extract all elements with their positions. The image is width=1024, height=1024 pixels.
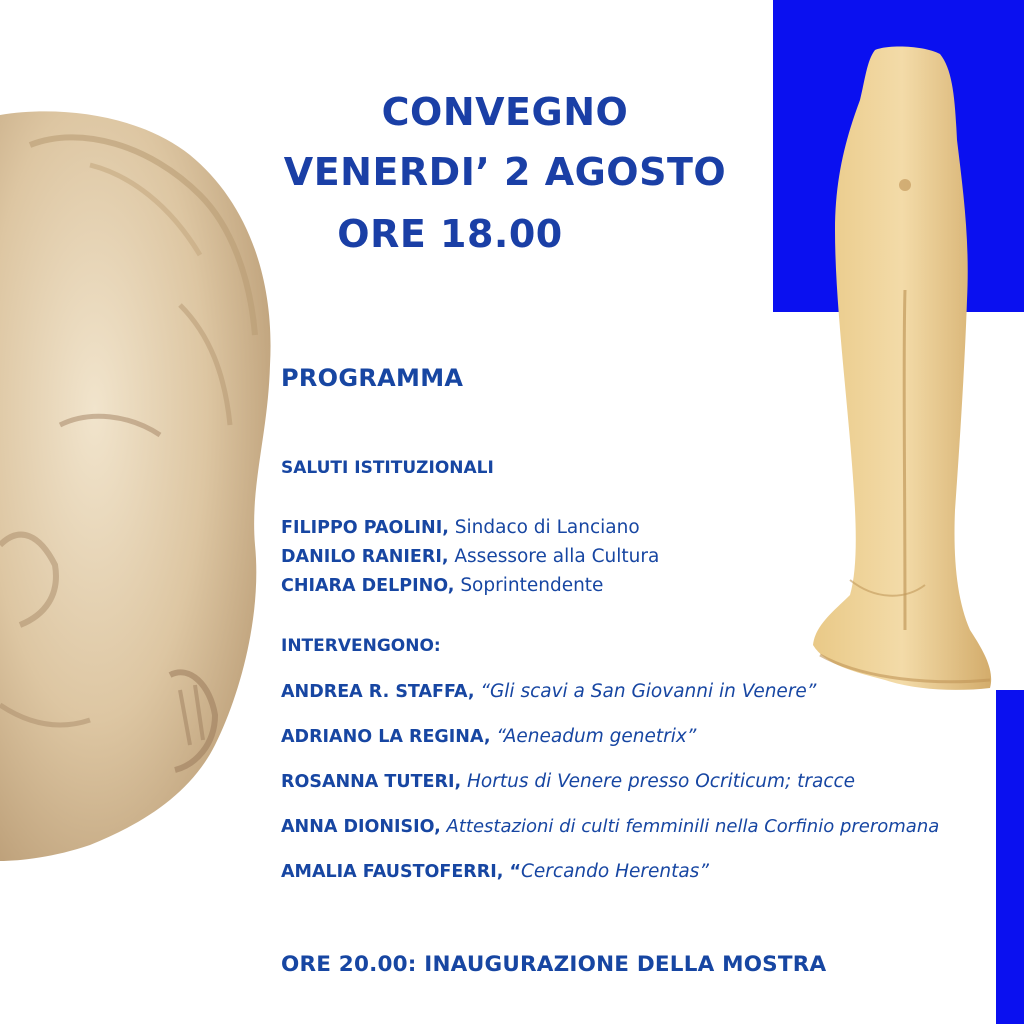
speaker-name: ANNA DIONISIO,	[281, 817, 441, 837]
saluti-item	[281, 575, 603, 596]
speaker-role: Sindaco di Lanciano	[454, 517, 640, 538]
intervento-item	[281, 861, 709, 882]
terracotta-statue-image	[805, 40, 1000, 700]
speaker-role: Soprintendente	[460, 575, 604, 596]
intervengono-heading: INTERVENGONO:	[281, 636, 441, 656]
speaker-name: ADRIANO LA REGINA,	[281, 727, 491, 747]
talk-title: Cercando Herentas”	[521, 861, 709, 882]
intervento-item	[281, 681, 816, 702]
inauguration-line: ORE 20.00: INAUGURAZIONE DELLA MOSTRA	[281, 952, 827, 977]
speaker-name: CHIARA DELPINO,	[281, 576, 455, 596]
marble-head-image	[0, 105, 280, 865]
intervento-item	[281, 771, 855, 792]
speaker-name: ANDREA R. STAFFA,	[281, 682, 475, 702]
title-convegno: CONVEGNO	[381, 90, 629, 134]
programma-heading: PROGRAMMA	[281, 364, 464, 392]
talk-title: Attestazioni di culti femminili nella Corfinio preromana	[446, 816, 940, 837]
speaker-name: FILIPPO PAOLINI,	[281, 518, 449, 538]
talk-title: Hortus di Venere presso Ocriticum; tracce	[467, 771, 856, 792]
intervento-item	[281, 726, 696, 747]
speaker-name: DANILO RANIERI,	[281, 547, 449, 567]
blue-block-bottom	[996, 690, 1024, 1024]
title-date: VENERDI’ 2 AGOSTO	[283, 150, 727, 194]
talk-title: “Aeneadum genetrix”	[496, 726, 697, 747]
title-time: ORE 18.00	[337, 212, 563, 256]
speaker-name: ROSANNA TUTERI,	[281, 772, 462, 792]
saluti-heading: SALUTI ISTITUZIONALI	[281, 458, 494, 478]
intervento-item	[281, 816, 939, 837]
saluti-item	[281, 546, 659, 567]
talk-title: “Gli scavi a San Giovanni in Venere”	[480, 681, 817, 702]
saluti-item	[281, 517, 640, 538]
speaker-name: AMALIA FAUSTOFERRI, “	[281, 862, 521, 882]
speaker-role: Assessore alla Cultura	[454, 546, 660, 567]
